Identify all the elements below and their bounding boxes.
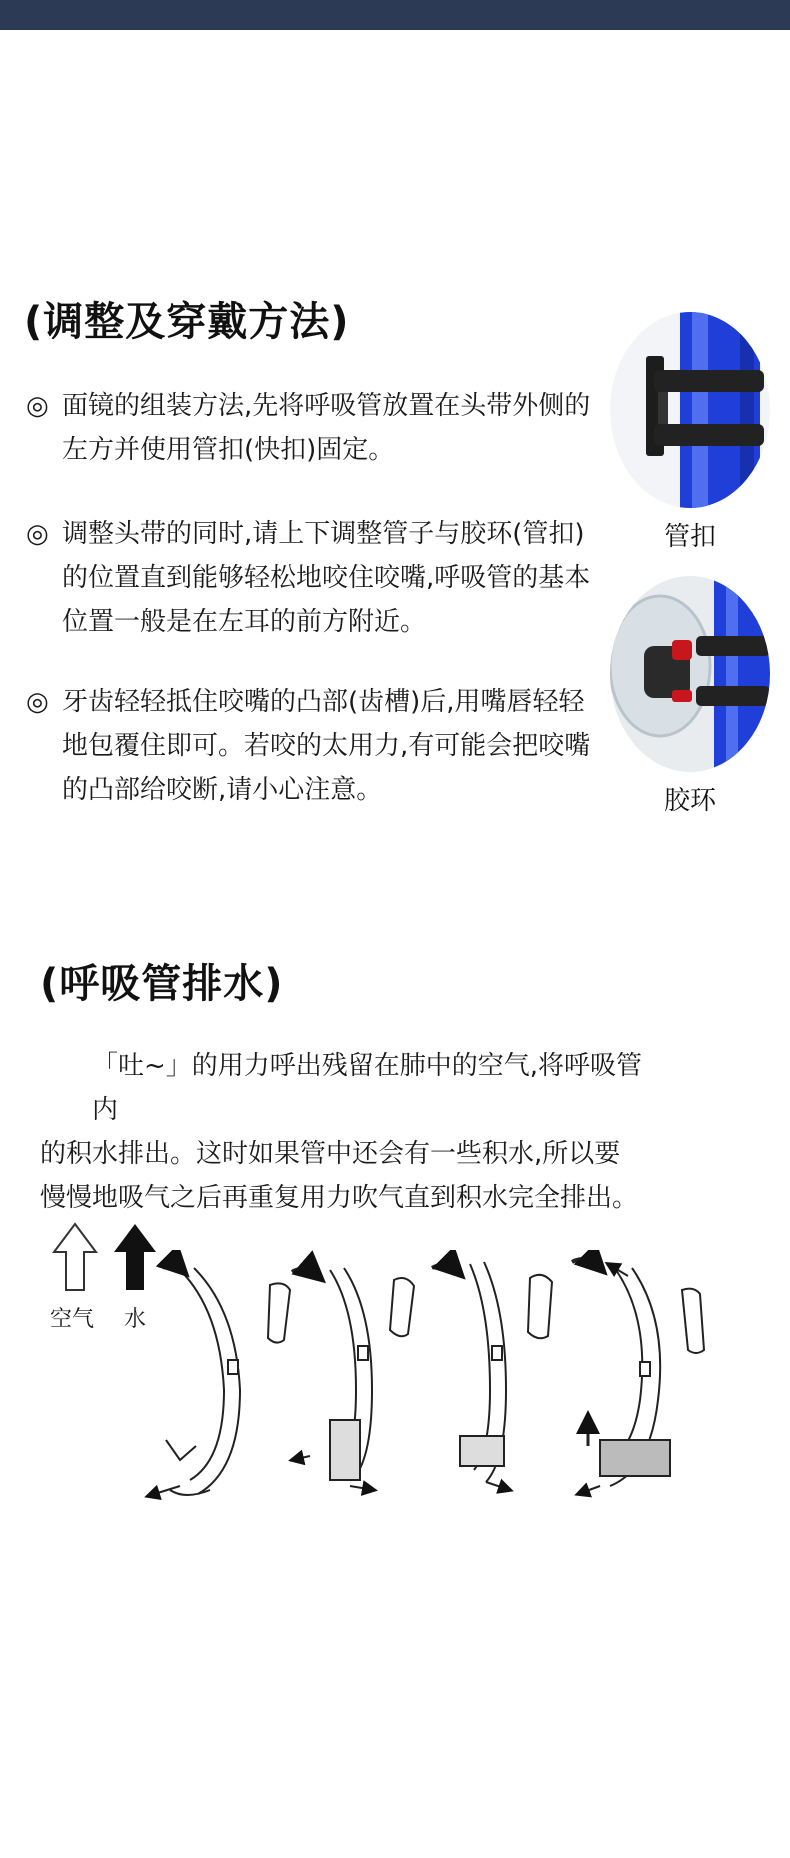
bullet-icon: ◎	[26, 391, 49, 421]
legend-water-label: 水	[124, 1307, 147, 1332]
snorkel-step-3-icon	[432, 1262, 552, 1490]
bullet-icon: ◎	[26, 687, 49, 717]
item-line: 牙齿轻轻抵住咬嘴的凸部(齿槽)后,用嘴唇轻轻	[62, 687, 585, 717]
para-line: 慢慢地吸气之后再重复用力吹气直到积水完全排出。	[40, 1183, 639, 1213]
snorkel-step-1-icon	[148, 1265, 290, 1496]
para-line: 「吐~」的用力呼出残留在肺中的空气,将呼吸管内	[92, 1051, 643, 1125]
snorkel-step-2-icon	[292, 1268, 414, 1490]
list-item	[26, 680, 596, 812]
top-bar	[0, 0, 790, 30]
section-title-purge: (呼吸管排水)	[40, 961, 284, 1007]
bullet-icon: ◎	[26, 519, 49, 549]
tube-clip-photo	[610, 312, 770, 508]
section-title-adjust: (调整及穿戴方法)	[24, 299, 350, 345]
list-item	[26, 512, 596, 644]
legend-air-label: 空气	[50, 1307, 95, 1332]
purge-diagram	[140, 1250, 780, 1510]
list-item	[26, 384, 596, 474]
item-line: 位置一般是在左耳的前方附近。	[62, 607, 427, 637]
item-line: 调整头带的同时,请上下调整管子与胶环(管扣)	[62, 519, 585, 549]
tube-clip-caption: 管扣	[663, 522, 716, 552]
item-line: 面镜的组装方法,先将呼吸管放置在头带外侧的	[62, 391, 591, 421]
item-line: 左方并使用管扣(快扣)固定。	[62, 435, 395, 465]
snorkel-step-4-icon	[572, 1259, 704, 1494]
item-line: 的凸部给咬断,请小心注意。	[62, 775, 383, 805]
rubber-ring-photo	[610, 576, 770, 772]
purge-paragraph	[40, 1044, 660, 1220]
para-line: 的积水排出。这时如果管中还会有一些积水,所以要	[40, 1139, 621, 1169]
item-line: 地包覆住即可。若咬的太用力,有可能会把咬嘴	[62, 731, 591, 761]
item-line: 的位置直到能够轻松地咬住咬嘴,呼吸管的基本	[62, 563, 591, 593]
air-arrow-icon	[52, 1222, 98, 1292]
rubber-ring-caption: 胶环	[663, 786, 716, 816]
